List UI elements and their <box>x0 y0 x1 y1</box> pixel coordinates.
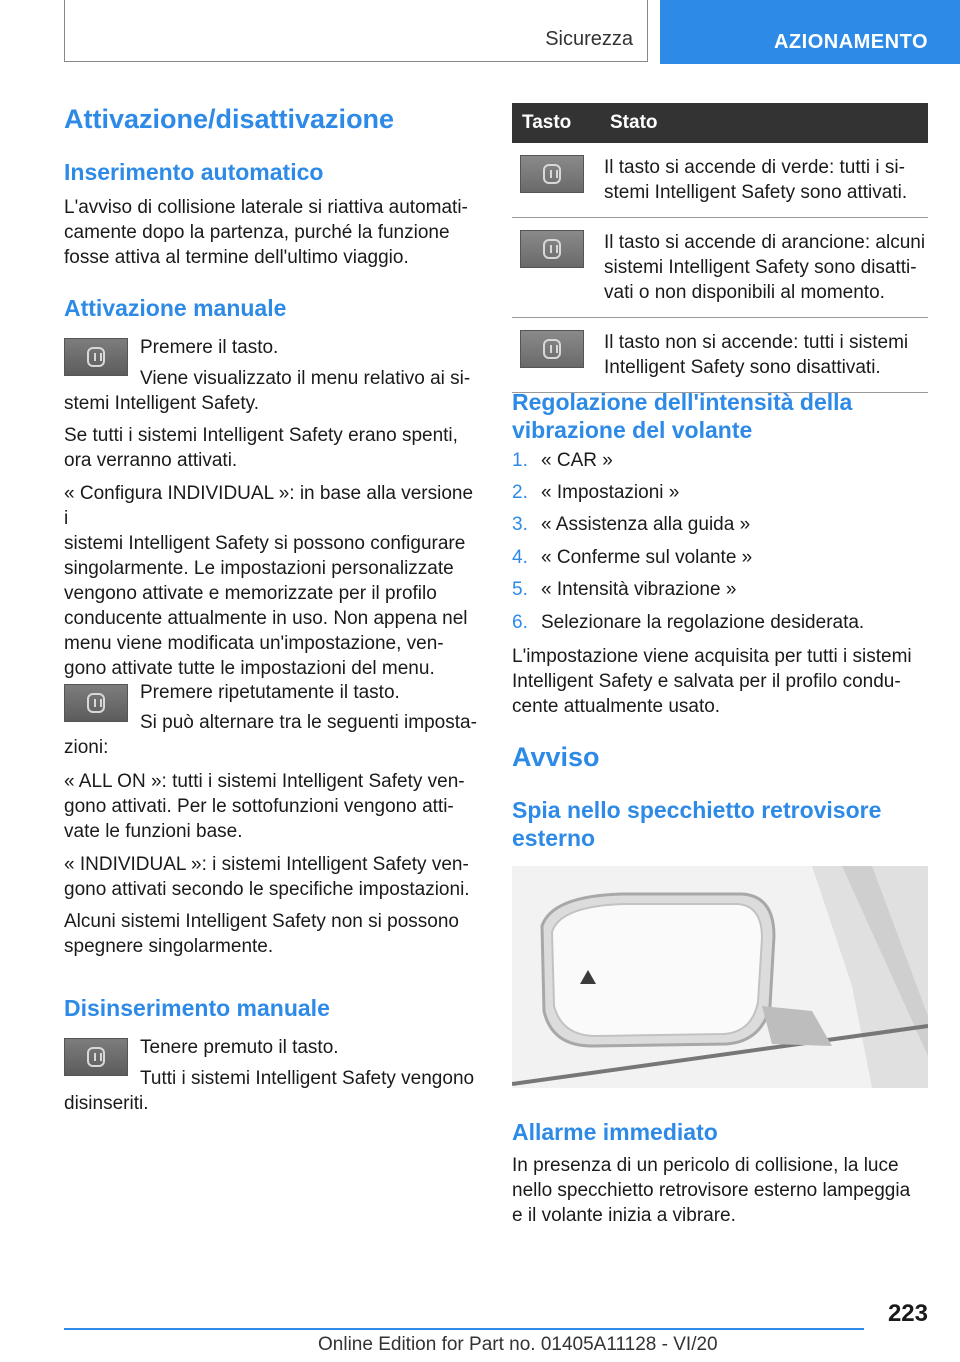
vibration-heading: Regolazione dell'intensità della vibrazione del volante <box>512 389 853 443</box>
page-number: 223 <box>887 1300 928 1327</box>
manual-off-text: Se tutti i sistemi Intelligent Safety erano spenti, ora verranno attivati. <box>64 425 458 471</box>
page-header <box>0 0 960 64</box>
steps-list <box>512 450 928 640</box>
mirror-illustration <box>512 866 928 1088</box>
button-off-icon <box>520 330 584 368</box>
allon-text: « ALL ON »: tutti i sistemi Intelligent Safety ven- gono attivati. Per le sottofunzioni vengono atti- vate le funzioni base. <box>64 771 465 842</box>
alarm-text: In presenza di un pericolo di collisione, la luce nello specchietto retrovisore esterno lampeggia e il volante inizia a vibrare. <box>512 1155 911 1226</box>
chapter-label: AZIONAMENTO <box>773 31 928 53</box>
section-tab[interactable] <box>64 0 648 62</box>
off-result-text: Tutti i sistemi Intelligent Safety vengono disinseriti. <box>64 1068 475 1114</box>
some-systems-text: Alcuni sistemi Intelligent Safety non si possono spegnere singolarmente. <box>64 911 459 957</box>
config-text: « Configura INDIVIDUAL »: in base alla versione i sistemi Intelligent Safety si possono configurare singolarmente. Le impostazioni personalizzate vengono attivate e memorizzate per il profilo conducente attualmente in uso. Non appena nel menu viene modificata un'impostazione, ven- gono attivate tutte le impostazioni del menu. <box>64 483 474 679</box>
off-hold-text: Tenere premuto il tasto. <box>140 1037 339 1058</box>
table-row <box>512 143 928 218</box>
manual-menu-text: Viene visualizzato il menu relativo ai si- stemi Intelligent Safety. <box>64 368 471 414</box>
button-orange-icon <box>520 230 584 268</box>
mirror-heading: Spia nello specchietto retrovisore esterno <box>512 797 882 851</box>
page-title: Attivazione/disattivazione <box>64 104 395 134</box>
list-item: 5. « Intensità vibrazione » <box>512 579 737 600</box>
manual-press-text: Premere il tasto. <box>140 337 279 358</box>
auto-heading: Inserimento automatico <box>64 159 324 185</box>
table-cell: Il tasto non si accende: tutti i sistemi Intelligent Safety sono disattivati. <box>600 318 928 393</box>
footer-divider <box>64 1328 864 1330</box>
list-item: 4. « Conferme sul volante » <box>512 547 753 568</box>
edition-text: Online Edition for Part no. 01405A11128 - VI/20 <box>318 1334 718 1355</box>
vibration-note: L'impostazione viene acquisita per tutti i sistemi Intelligent Safety e salvata per il profilo condu- cente attualmente usato. <box>512 646 912 717</box>
chapter-tab[interactable] <box>660 0 960 64</box>
auto-text: L'avviso di collisione laterale si riattiva automati- camente dopo la partenza, purché la funzione fosse attiva al termine dell'ultimo viaggio. <box>64 197 468 268</box>
individual-text: « INDIVIDUAL »: i sistemi Intelligent Safety ven- gono attivati secondo le specifiche impostazioni. <box>64 854 470 900</box>
warning-title: Avviso <box>512 742 600 772</box>
section-label: Sicurezza <box>545 28 633 50</box>
list-item: 2. « Impostazioni » <box>512 482 680 503</box>
off-heading: Disinserimento manuale <box>64 995 330 1021</box>
table-cell: Il tasto si accende di arancione: alcuni sistemi Intelligent Safety sono disatti- vati o non disponibili al momento. <box>600 218 928 318</box>
button-green-icon <box>520 155 584 193</box>
list-item: 3. « Assistenza alla guida » <box>512 514 751 535</box>
list-item: 6. Selezionare la regolazione desiderata. <box>512 612 865 633</box>
table-row <box>512 318 928 393</box>
repeat-alt-text: Si può alternare tra le seguenti imposta- zioni: <box>64 712 477 758</box>
table-header-state: Stato <box>600 103 928 143</box>
list-item: 1. « CAR » <box>512 450 613 471</box>
status-table <box>512 103 928 393</box>
alarm-heading: Allarme immediato <box>512 1119 718 1145</box>
table-header-key: Tasto <box>512 103 600 143</box>
manual-heading: Attivazione manuale <box>64 295 287 321</box>
table-cell: Il tasto si accende di verde: tutti i si- stemi Intelligent Safety sono attivati. <box>600 143 928 218</box>
repeat-press-text: Premere ripetutamente il tasto. <box>140 682 400 703</box>
table-row <box>512 218 928 318</box>
